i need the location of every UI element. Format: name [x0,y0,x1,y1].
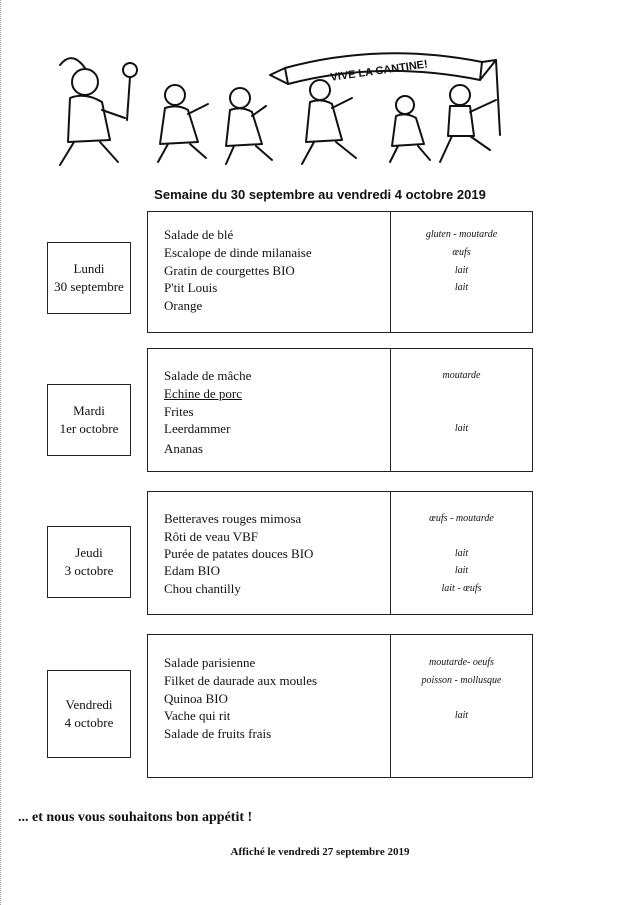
dish: Echine de porc [164,386,242,401]
menu-box-friday [147,634,533,778]
allergen-note: moutarde [442,370,481,381]
allergen-note: lait [454,282,469,293]
dish: Ananas [164,441,203,456]
day-date: 4 octobre [64,715,114,730]
column-separator [390,349,391,471]
dish: Purée de patates douces BIO [164,546,314,561]
page-edge [0,0,4,905]
day-box-monday [47,242,131,314]
day-date: 3 octobre [64,563,114,578]
day-name: Vendredi [65,697,113,712]
allergen-note: poisson - mollusque [421,675,502,686]
dish: Chou chantilly [164,581,241,596]
allergen-note: lait [454,423,469,434]
menu-box-monday [147,211,533,333]
dish: Edam BIO [164,563,220,578]
day-name: Mardi [73,403,105,418]
dish: Rôti de veau VBF [164,529,259,544]
day-box-tuesday [47,384,131,456]
dish: Escalope de dinde milanaise [164,245,312,260]
dish: Salade de fruits frais [164,726,272,741]
posted-date: Affiché le vendredi 27 septembre 2019 [230,846,410,858]
dish: Leerdammer [164,421,231,436]
allergen-note: lait [454,265,469,276]
day-box-thursday [47,526,131,598]
allergen-note: lait [454,565,469,576]
menu-box-thursday [147,491,533,615]
dish: Orange [164,298,203,313]
menu-box-tuesday [147,348,533,472]
dish: Frites [164,404,194,419]
day-name: Lundi [73,261,105,276]
dish: Salade de blé [164,227,234,242]
allergen-note: lait [454,548,469,559]
closing-message: ... et nous vous souhaitons bon appétit ! [18,810,253,825]
dish: Filket de daurade aux moules [164,673,318,688]
week-title: Semaine du 30 septembre au vendredi 4 octobre 2019 [154,187,486,202]
dish: Salade parisienne [164,655,256,670]
allergen-note: moutarde- oeufs [429,657,494,668]
day-box-friday [47,670,131,758]
dish: Betteraves rouges mimosa [164,511,302,526]
dish: Quinoa BIO [164,691,228,706]
cantine-illustration [30,40,510,175]
allergen-note: lait [454,710,469,721]
dish: Vache qui rit [164,708,231,723]
allergen-note: lait - œufs [441,583,482,594]
day-date: 1er octobre [59,421,119,436]
dish: Gratin de courgettes BIO [164,263,295,278]
day-name: Jeudi [75,545,103,560]
allergen-note: œufs - moutarde [429,513,494,524]
day-date: 30 septembre [54,279,124,294]
dish: Salade de mâche [164,368,252,383]
allergen-note: gluten - moutarde [425,229,498,240]
banner-text: VIVE LA CANTINE! [329,58,429,84]
allergen-note: œufs [452,247,471,258]
dish: P'tit Louis [164,280,218,295]
